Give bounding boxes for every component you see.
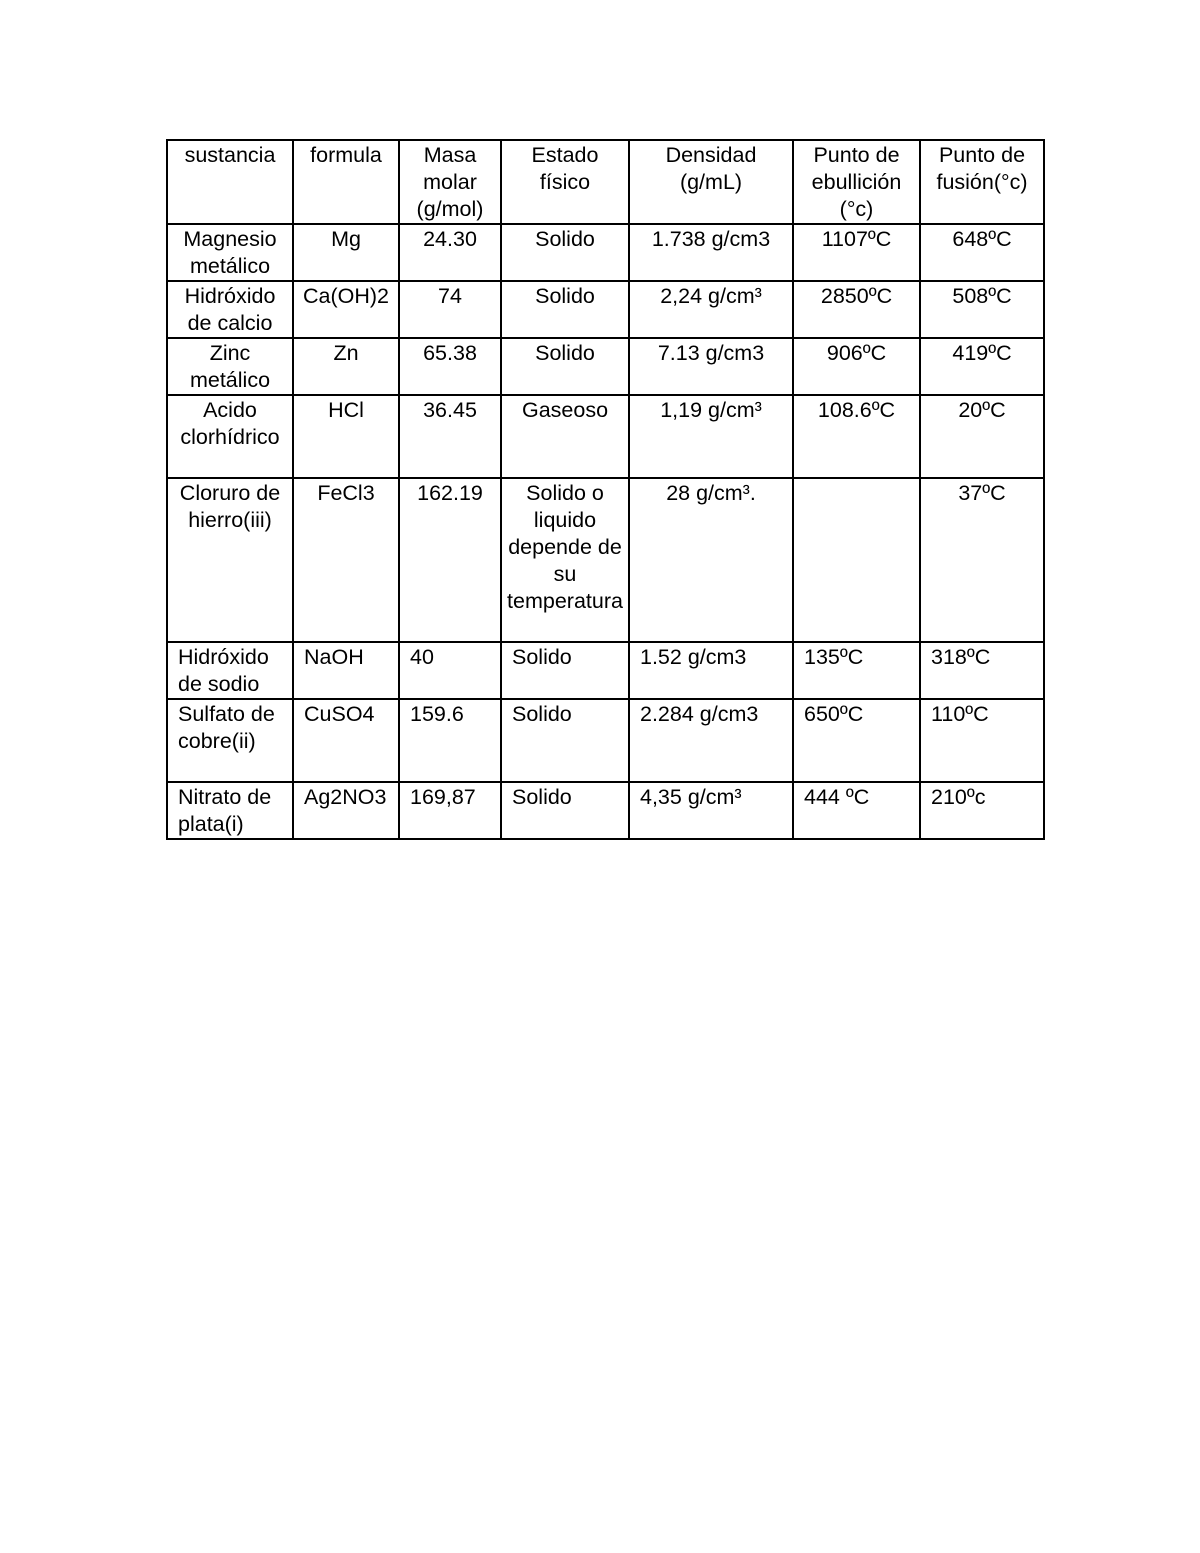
cell-masa-molar: 169,87 <box>399 782 501 839</box>
table-row <box>167 642 1044 699</box>
cell-punto-fusion: 318ºC <box>920 642 1044 699</box>
cell-sustancia: Cloruro de hierro(iii) <box>167 478 293 642</box>
cell-estado-fisico: Gaseoso <box>501 395 629 478</box>
header-cell-punto-fusion: Punto de fusión(°c) <box>920 140 1044 224</box>
header-cell-sustancia: sustancia <box>167 140 293 224</box>
cell-formula: Ca(OH)2 <box>293 281 399 338</box>
cell-formula: Zn <box>293 338 399 395</box>
header-cell-densidad: Densidad (g/mL) <box>629 140 793 224</box>
cell-formula: FeCl3 <box>293 478 399 642</box>
cell-estado-fisico: Solido <box>501 699 629 782</box>
cell-punto-ebullicion: 650ºC <box>793 699 920 782</box>
cell-punto-ebullicion: 1107ºC <box>793 224 920 281</box>
cell-punto-fusion: 37ºC <box>920 478 1044 642</box>
cell-estado-fisico: Solido <box>501 224 629 281</box>
cell-punto-fusion: 20ºC <box>920 395 1044 478</box>
cell-densidad: 2.284 g/cm3 <box>629 699 793 782</box>
cell-estado-fisico: Solido <box>501 281 629 338</box>
cell-masa-molar: 65.38 <box>399 338 501 395</box>
cell-punto-ebullicion: 108.6ºC <box>793 395 920 478</box>
cell-formula: NaOH <box>293 642 399 699</box>
cell-sustancia: Nitrato de plata(i) <box>167 782 293 839</box>
cell-punto-fusion: 210ºc <box>920 782 1044 839</box>
table-row <box>167 699 1044 782</box>
substance-properties-table <box>166 139 1045 840</box>
cell-masa-molar: 36.45 <box>399 395 501 478</box>
cell-densidad: 4,35 g/cm³ <box>629 782 793 839</box>
table-row <box>167 224 1044 281</box>
cell-sustancia: Hidróxido de sodio <box>167 642 293 699</box>
header-cell-estado-fisico: Estado físico <box>501 140 629 224</box>
cell-punto-ebullicion: 135ºC <box>793 642 920 699</box>
cell-formula: Ag2NO3 <box>293 782 399 839</box>
cell-sustancia: Hidróxido de calcio <box>167 281 293 338</box>
header-cell-formula: formula <box>293 140 399 224</box>
cell-formula: Mg <box>293 224 399 281</box>
cell-punto-fusion: 648ºC <box>920 224 1044 281</box>
cell-masa-molar: 24.30 <box>399 224 501 281</box>
cell-formula: CuSO4 <box>293 699 399 782</box>
cell-punto-ebullicion <box>793 478 920 642</box>
cell-densidad: 2,24 g/cm³ <box>629 281 793 338</box>
cell-masa-molar: 74 <box>399 281 501 338</box>
cell-punto-ebullicion: 444 ºC <box>793 782 920 839</box>
table-row <box>167 782 1044 839</box>
cell-masa-molar: 162.19 <box>399 478 501 642</box>
cell-estado-fisico: Solido <box>501 782 629 839</box>
header-cell-punto-ebullicion: Punto de ebullición (°c) <box>793 140 920 224</box>
cell-punto-ebullicion: 2850ºC <box>793 281 920 338</box>
cell-estado-fisico: Solido <box>501 642 629 699</box>
cell-sustancia: Zinc metálico <box>167 338 293 395</box>
cell-masa-molar: 40 <box>399 642 501 699</box>
cell-densidad: 1,19 g/cm³ <box>629 395 793 478</box>
cell-sustancia: Acido clorhídrico <box>167 395 293 478</box>
table-header-row <box>167 140 1044 224</box>
cell-estado-fisico: Solido <box>501 338 629 395</box>
cell-sustancia: Sulfato de cobre(ii) <box>167 699 293 782</box>
cell-sustancia: Magnesio metálico <box>167 224 293 281</box>
cell-masa-molar: 159.6 <box>399 699 501 782</box>
cell-densidad: 1.52 g/cm3 <box>629 642 793 699</box>
cell-densidad: 1.738 g/cm3 <box>629 224 793 281</box>
table-row <box>167 338 1044 395</box>
table-row <box>167 395 1044 478</box>
cell-punto-ebullicion: 906ºC <box>793 338 920 395</box>
cell-punto-fusion: 419ºC <box>920 338 1044 395</box>
cell-formula: HCl <box>293 395 399 478</box>
cell-punto-fusion: 110ºC <box>920 699 1044 782</box>
cell-punto-fusion: 508ºC <box>920 281 1044 338</box>
header-cell-masa-molar: Masa molar (g/mol) <box>399 140 501 224</box>
table-row <box>167 478 1044 642</box>
table-row <box>167 281 1044 338</box>
cell-densidad: 28 g/cm³. <box>629 478 793 642</box>
cell-estado-fisico: Solido o liquido depende de su temperatura <box>501 478 629 642</box>
cell-densidad: 7.13 g/cm3 <box>629 338 793 395</box>
